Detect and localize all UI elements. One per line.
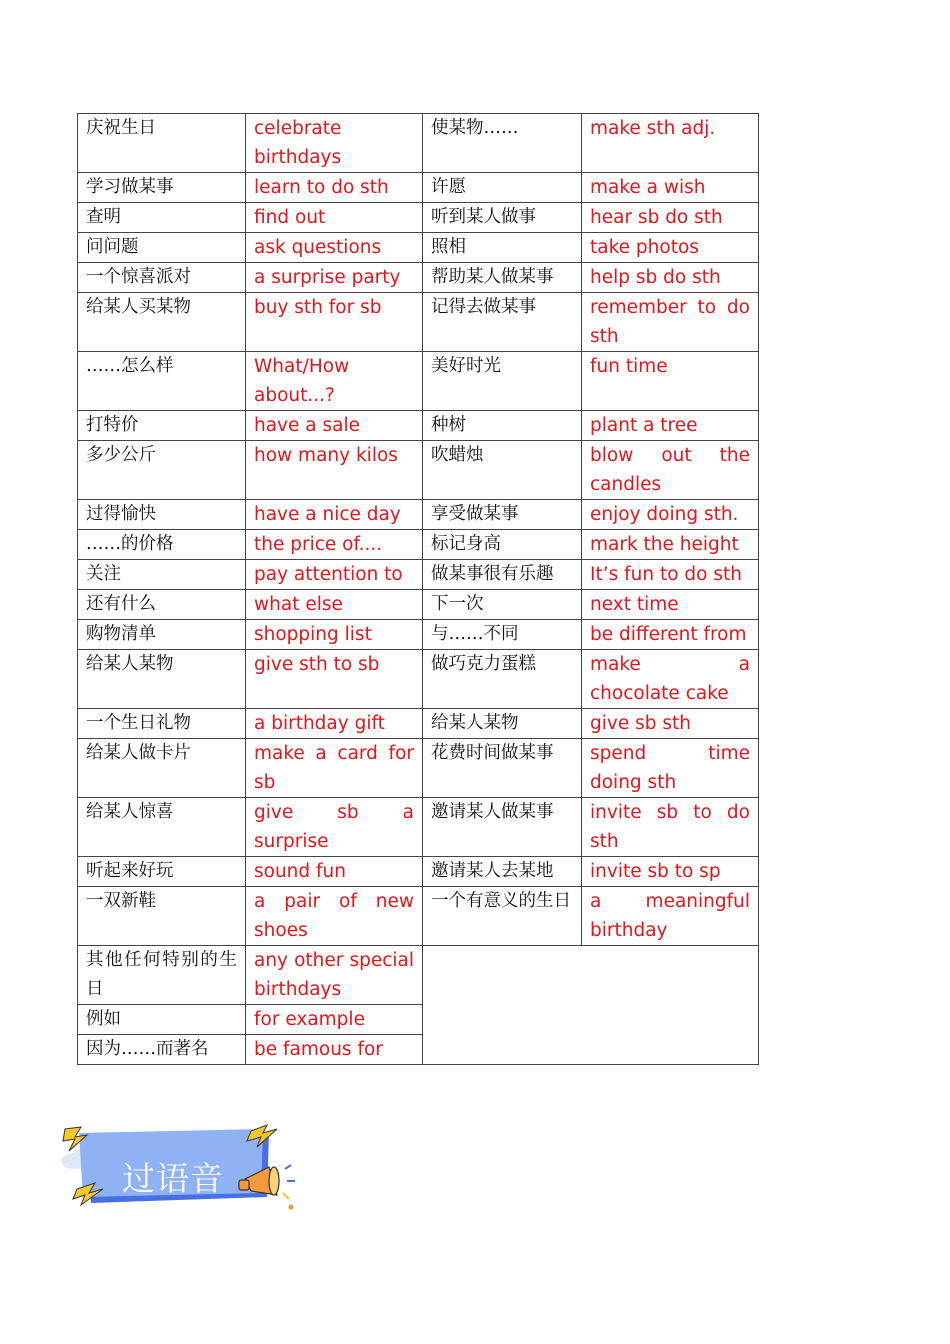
chinese-phrase: 邀请某人做某事	[423, 798, 582, 857]
chinese-phrase: 给某人买某物	[78, 293, 246, 352]
chinese-phrase: 过得愉快	[78, 500, 246, 530]
table-row	[78, 709, 759, 739]
english-phrase: be famous for	[246, 1035, 423, 1065]
table-row	[78, 352, 759, 411]
table-row	[78, 530, 759, 560]
chinese-phrase: 例如	[78, 1005, 246, 1035]
english-phrase: a pair of new shoes	[246, 887, 423, 946]
english-phrase: hear sb do sth	[582, 203, 759, 233]
chinese-phrase: 种树	[423, 411, 582, 441]
english-phrase: for example	[246, 1005, 423, 1035]
english-phrase: mark the height	[582, 530, 759, 560]
chinese-phrase: 一双新鞋	[78, 887, 246, 946]
table-row	[78, 739, 759, 798]
english-phrase: blow out the candles	[582, 441, 759, 500]
table-row	[78, 650, 759, 709]
chinese-phrase: 许愿	[423, 173, 582, 203]
chinese-phrase: 其他任何特别的生日	[78, 946, 246, 1005]
table-row	[78, 560, 759, 590]
table-row	[78, 620, 759, 650]
chinese-phrase: 给某人惊喜	[78, 798, 246, 857]
chinese-phrase: 庆祝生日	[78, 114, 246, 173]
english-phrase: make a chocolate cake	[582, 650, 759, 709]
chinese-phrase: 给某人做卡片	[78, 739, 246, 798]
chinese-phrase: 给某人某物	[423, 709, 582, 739]
table-row	[78, 590, 759, 620]
chinese-phrase: 邀请某人去某地	[423, 857, 582, 887]
table-row	[78, 293, 759, 352]
chinese-phrase: 给某人某物	[78, 650, 246, 709]
chinese-phrase: 花费时间做某事	[423, 739, 582, 798]
chinese-phrase: 照相	[423, 233, 582, 263]
english-phrase: learn to do sth	[246, 173, 423, 203]
english-phrase: What/How about...?	[246, 352, 423, 411]
table-row	[78, 798, 759, 857]
chinese-phrase: 做某事很有乐趣	[423, 560, 582, 590]
chinese-phrase: 多少公斤	[78, 441, 246, 500]
english-phrase: be different from	[582, 620, 759, 650]
chinese-phrase: 美好时光	[423, 352, 582, 411]
english-phrase: make a card for sb	[246, 739, 423, 798]
chinese-phrase: 查明	[78, 203, 246, 233]
chinese-phrase: 听起来好玩	[78, 857, 246, 887]
chinese-phrase: 因为……而著名	[78, 1035, 246, 1065]
english-phrase: give sb a surprise	[246, 798, 423, 857]
english-phrase: help sb do sth	[582, 263, 759, 293]
empty-cell	[423, 946, 759, 1065]
chinese-phrase: 与……不同	[423, 620, 582, 650]
english-phrase: have a sale	[246, 411, 423, 441]
chinese-phrase: 一个生日礼物	[78, 709, 246, 739]
english-phrase: celebrate birthdays	[246, 114, 423, 173]
chinese-phrase: 吹蜡烛	[423, 441, 582, 500]
english-phrase: take photos	[582, 233, 759, 263]
english-phrase: invite sb to do sth	[582, 798, 759, 857]
english-phrase: give sth to sb	[246, 650, 423, 709]
table-row	[78, 946, 759, 1005]
table-row	[78, 441, 759, 500]
english-phrase: make a wish	[582, 173, 759, 203]
english-phrase: the price of....	[246, 530, 423, 560]
vocabulary-table	[77, 113, 759, 1065]
chinese-phrase: 打特价	[78, 411, 246, 441]
english-phrase: buy sth for sb	[246, 293, 423, 352]
table-row	[78, 173, 759, 203]
chinese-phrase: 关注	[78, 560, 246, 590]
english-phrase: make sth adj.	[582, 114, 759, 173]
table-row	[78, 887, 759, 946]
english-phrase: find out	[246, 203, 423, 233]
english-phrase: any other special birthdays	[246, 946, 423, 1005]
english-phrase: shopping list	[246, 620, 423, 650]
table-row	[78, 233, 759, 263]
chinese-phrase: 问问题	[78, 233, 246, 263]
chinese-phrase: 一个有意义的生日	[423, 887, 582, 946]
table-row	[78, 114, 759, 173]
table-row	[78, 500, 759, 530]
english-phrase: spend time doing sth	[582, 739, 759, 798]
chinese-phrase: ……怎么样	[78, 352, 246, 411]
english-phrase: next time	[582, 590, 759, 620]
english-phrase: sound fun	[246, 857, 423, 887]
table-row	[78, 203, 759, 233]
chinese-phrase: 购物清单	[78, 620, 246, 650]
table-row	[78, 857, 759, 887]
english-phrase: have a nice day	[246, 500, 423, 530]
chinese-phrase: ……的价格	[78, 530, 246, 560]
english-phrase: pay attention to	[246, 560, 423, 590]
chinese-phrase: 还有什么	[78, 590, 246, 620]
chinese-phrase: 做巧克力蛋糕	[423, 650, 582, 709]
english-phrase: a meaningful birthday	[582, 887, 759, 946]
english-phrase: invite sb to sp	[582, 857, 759, 887]
english-phrase: what else	[246, 590, 423, 620]
chinese-phrase: 帮助某人做某事	[423, 263, 582, 293]
table-row	[78, 263, 759, 293]
chinese-phrase: 下一次	[423, 590, 582, 620]
english-phrase: remember to do sth	[582, 293, 759, 352]
chinese-phrase: 一个惊喜派对	[78, 263, 246, 293]
english-phrase: plant a tree	[582, 411, 759, 441]
english-phrase: ask questions	[246, 233, 423, 263]
chinese-phrase: 享受做某事	[423, 500, 582, 530]
english-phrase: give sb sth	[582, 709, 759, 739]
english-phrase: fun time	[582, 352, 759, 411]
chinese-phrase: 使某物……	[423, 114, 582, 173]
table-row	[78, 411, 759, 441]
banner-title: 过语音	[122, 1159, 224, 1198]
chinese-phrase: 标记身高	[423, 530, 582, 560]
english-phrase: a surprise party	[246, 263, 423, 293]
english-phrase: It’s fun to do sth	[582, 560, 759, 590]
chinese-phrase: 记得去做某事	[423, 293, 582, 352]
chinese-phrase: 学习做某事	[78, 173, 246, 203]
english-phrase: enjoy doing sth.	[582, 500, 759, 530]
english-phrase: a birthday gift	[246, 709, 423, 739]
chinese-phrase: 听到某人做事	[423, 203, 582, 233]
english-phrase: how many kilos	[246, 441, 423, 500]
